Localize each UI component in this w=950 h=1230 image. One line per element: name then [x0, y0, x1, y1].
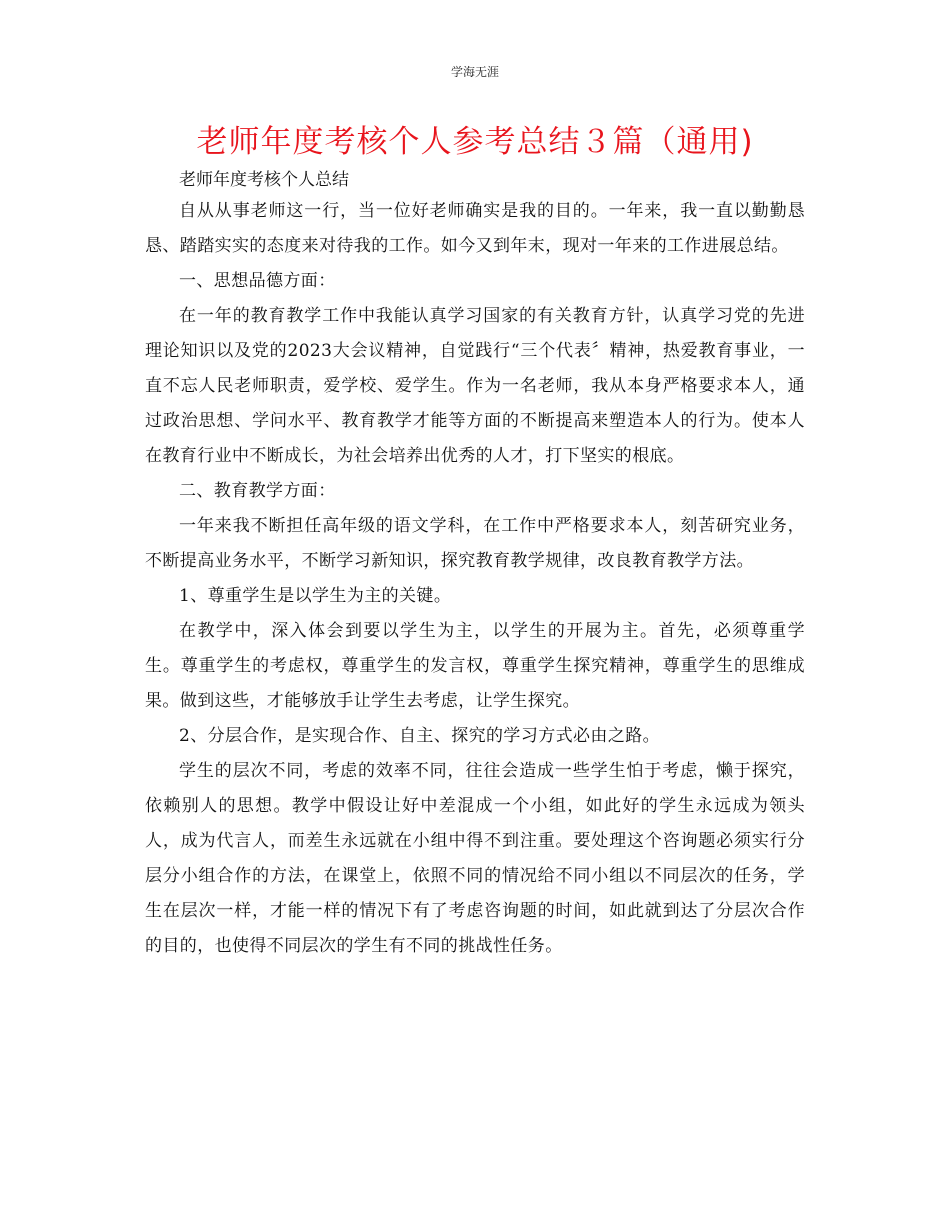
paragraph: 在教学中，深入体会到要以学生为主，以学生的开展为主。首先，必须尊重学生。尊重学生的考虑权，尊重学生的发言权，尊重学生探究精神，尊重学生的思维成果。做到这些，才能够放手让学生去考虑，让学生探究。	[145, 621, 805, 711]
document-subtitle: 老师年度考核个人总结	[179, 170, 349, 190]
paragraph: 在一年的教育教学工作中我能认真学习国家的有关教育方针，认真学习党的先进理论知识以及党的2023大会议精神，自觉践行“三个代表〞精神，热爱教育事业，一直不忘人民老师职责，爱学校、爱学生。作为一名老师，我从本身严格要求本人，通过政治思想、学问水平、教育教学才能等方面的不断提高来塑造本人的行为。使本人在教育行业中不断成长，为社会培养出优秀的人才，打下坚实的根底。	[145, 306, 805, 466]
section-heading: 二、教育教学方面：	[179, 481, 336, 501]
section-heading: 一、思想品德方面：	[179, 271, 336, 291]
document-title: 老师年度考核个人参考总结３篇（通用)	[196, 124, 754, 160]
section-heading: 1、尊重学生是以学生为主的关键。	[179, 586, 452, 606]
paragraph: 学生的层次不同，考虑的效率不同，往往会造成一些学生怕于考虑，懒于探究，依赖别人的思想。教学中假设让好中差混成一个小组，如此好的学生永远成为领头人，成为代言人，而差生永远就在小组中得不到注重。要处理这个咨询题必须实行分层分小组合作的方法，在课堂上，依照不同的情况给不同小组以不同层次的任务，学生在层次一样，才能一样的情况下有了考虑咨询题的时间，如此就到达了分层次合作的目的，也使得不同层次的学生有不同的挑战性任务。	[145, 761, 805, 956]
document-body	[145, 166, 805, 964]
paragraph: 自从从事老师这一行，当一位好老师确实是我的目的。一年来，我一直以勤勤恳恳、踏踏实实的态度来对待我的工作。如今又到年末，现对一年来的工作进展总结。	[145, 201, 805, 256]
paragraph: 一年来我不断担任高年级的语文学科，在工作中严格要求本人，刻苦研究业务，不断提高业务水平，不断学习新知识，探究教育教学规律，改良教育教学方法。	[145, 516, 805, 571]
section-heading: 2、分层合作，是实现合作、自主、探究的学习方式必由之路。	[179, 726, 661, 746]
page-header: 学海无涯	[450, 65, 499, 79]
